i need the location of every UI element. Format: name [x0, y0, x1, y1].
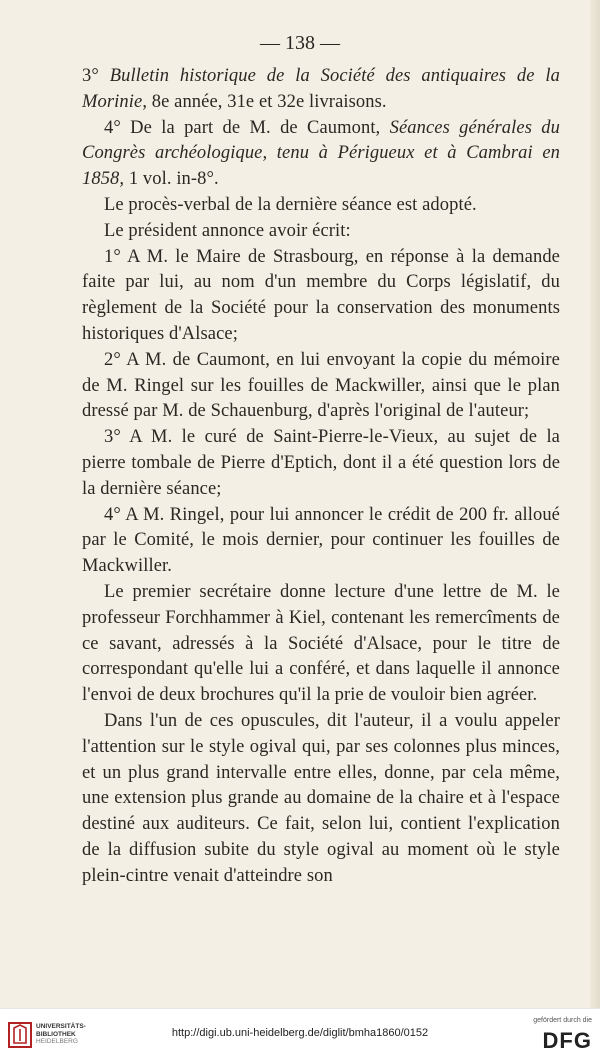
dfg-logo: DFG	[542, 1028, 592, 1053]
funded-by-label: gefördert durch die	[533, 1017, 592, 1024]
paragraph-caumont	[82, 116, 560, 193]
paragraph-bulletin	[82, 64, 560, 116]
paragraph: Dans l'un de ces opuscules, dit l'auteur, il a voulu appeler l'attention sur le style ogival qui, par ses colonnes plus minces, et un plus grand intervalle entre elles, donne, par cela même, une extension plus grande au domaine de la chaire et à l'espace destiné aux auditeurs. Ce fait, selon lui, contient l'explication de la diffusion subite du style ogival au moment où le style plein-cintre venait d'atteindre son	[82, 710, 560, 886]
paragraph-text: , 8e année, 31e et 32e livraisons.	[142, 91, 387, 112]
paragraph-text: 3°	[82, 66, 110, 86]
book-title: Séances générales du Congrès archéologique, tenu à Périgueux et à Cambrai en 1858,	[82, 117, 560, 190]
paragraph: 3° A M. le curé de Saint-Pierre-le-Vieux, au sujet de la pierre tombale de Pierre d'Eptich, dont il a été question lors de la dernière séance;	[82, 427, 560, 499]
page-edge	[590, 0, 600, 1008]
paragraph: 2° A M. de Caumont, en lui envoyant la copie du mémoire de M. Ringel sur les fouilles de Mackwiller, ainsi que le plan dressé par M. de Schauenburg, d'après l'original de l'auteur;	[82, 349, 560, 422]
paragraph: Le procès-verbal de la dernière séance est adopté.	[104, 194, 477, 215]
page-number: — 138 —	[260, 32, 340, 54]
paragraph-text: 4° De la part de M. de Caumont,	[104, 117, 390, 138]
paragraph: Le président annonce avoir écrit:	[104, 220, 351, 241]
book-title: Bulletin historique de la Société des antiquaires de la Morinie	[82, 66, 560, 112]
paragraph-text: 1 vol. in-8°.	[124, 169, 219, 190]
paragraph: 1° A M. le Maire de Strasbourg, en réponse à la demande faite par lui, au nom d'un membre du Corps législatif, du règlement de la Société pour la conservation des monuments historiques d'Alsace;	[82, 246, 560, 344]
paragraph: Le premier secrétaire donne lecture d'une lettre de M. le professeur Forchhammer à Kiel, contenant les remercîments de ce savant, adressés à la Société d'Alsace, pour le titre de correspondant qu'elle lui a conféré, et dans laquelle il annonce l'envoi de deux brochures qu'il la prie de vouloir bien agréer.	[82, 581, 560, 706]
viewer-footer	[0, 1008, 600, 1057]
body-text	[82, 64, 560, 890]
permalink-url[interactable]: http://digi.ub.uni-heidelberg.de/diglit/bmha1860/0152	[171, 1027, 429, 1039]
library-name: UNIVERSITÄTS- BIBLIOTHEK HEIDELBERG	[36, 1023, 86, 1045]
paragraph: 4° A M. Ringel, pour lui annoncer le crédit de 200 fr. alloué par le Comité, le mois dernier, pour continuer les fouilles de Mackwiller.	[82, 504, 560, 577]
